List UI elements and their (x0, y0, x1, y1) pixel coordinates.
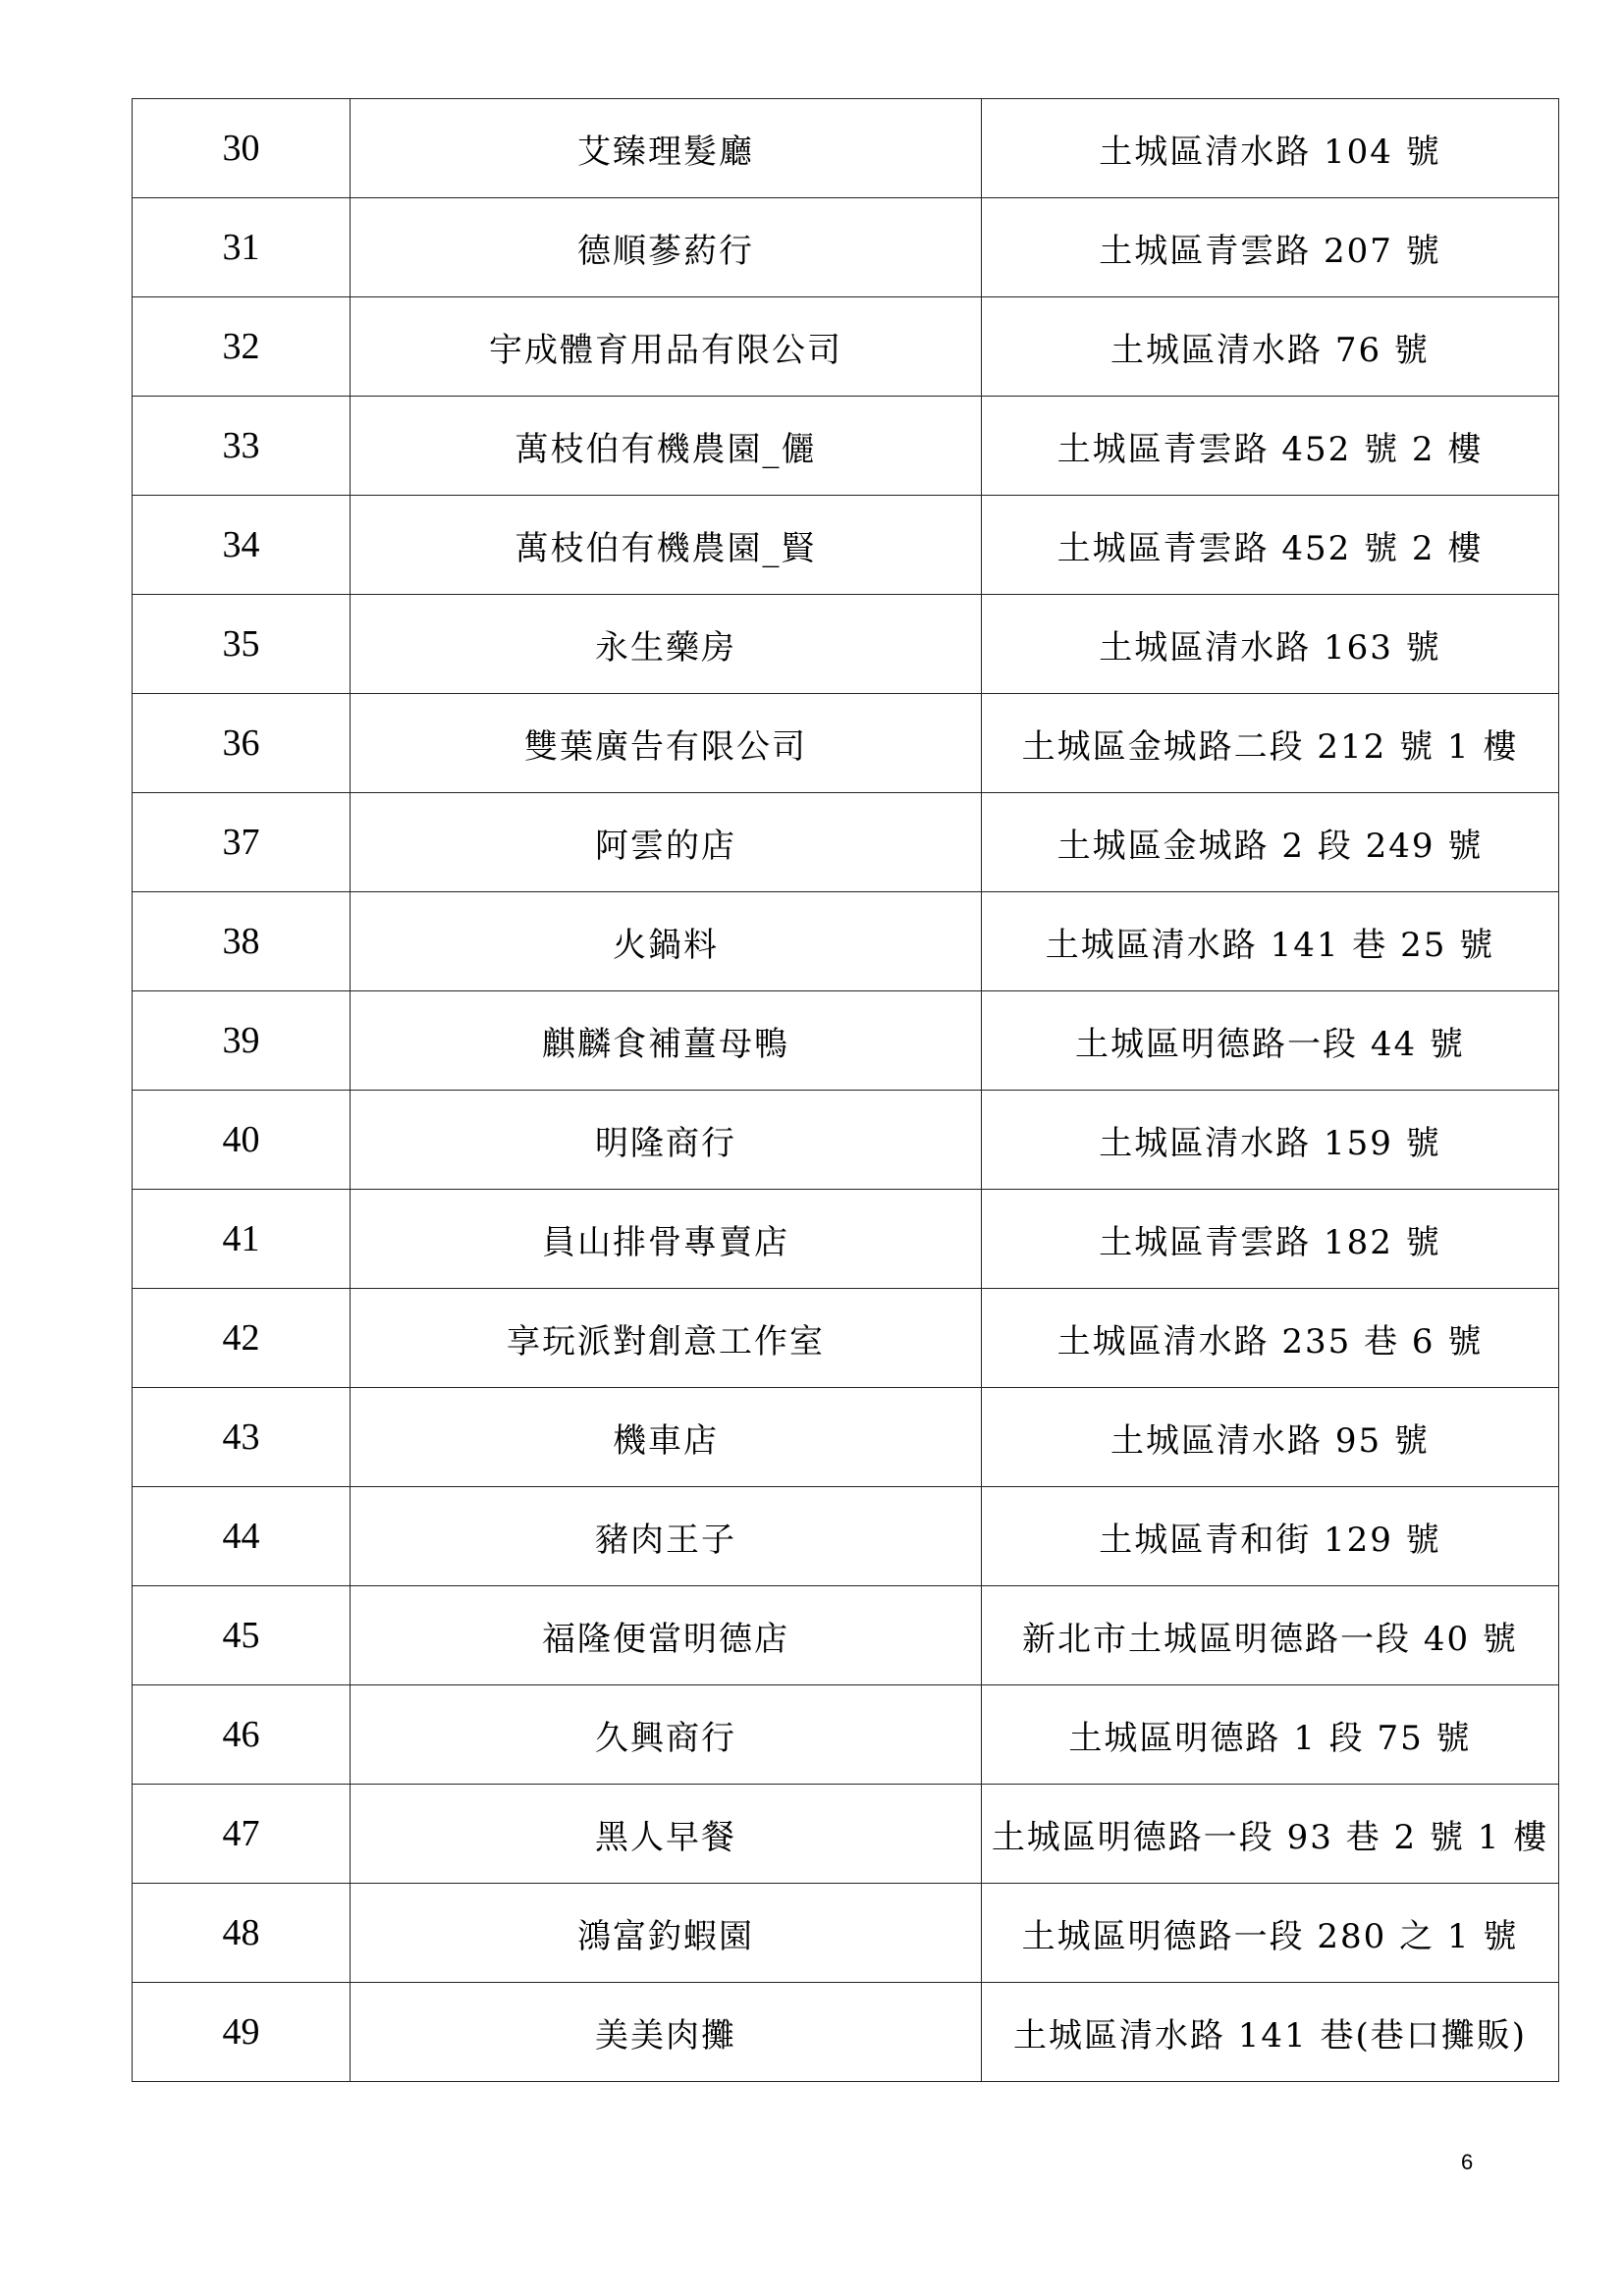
row-number-cell: 36 (133, 694, 351, 793)
store-name-cell: 鴻富釣蝦園 (351, 1884, 982, 1983)
table-row (133, 198, 1559, 297)
table-row (133, 1388, 1559, 1487)
store-name-cell: 永生藥房 (351, 595, 982, 694)
table-row (133, 1190, 1559, 1289)
store-name-cell: 雙葉廣告有限公司 (351, 694, 982, 793)
row-number-cell: 40 (133, 1091, 351, 1190)
address-cell: 土城區清水路 95 號 (982, 1388, 1559, 1487)
table-body (133, 99, 1559, 2082)
address-cell: 土城區金城路 2 段 249 號 (982, 793, 1559, 892)
store-name-cell: 豬肉王子 (351, 1487, 982, 1586)
address-cell: 土城區青雲路 452 號 2 樓 (982, 496, 1559, 595)
table-row (133, 1685, 1559, 1785)
address-cell: 土城區清水路 235 巷 6 號 (982, 1289, 1559, 1388)
store-name-cell: 黑人早餐 (351, 1785, 982, 1884)
table-row (133, 397, 1559, 496)
address-cell: 新北市土城區明德路一段 40 號 (982, 1586, 1559, 1685)
row-number-cell: 35 (133, 595, 351, 694)
store-name-cell: 福隆便當明德店 (351, 1586, 982, 1685)
table-row (133, 1586, 1559, 1685)
table-row (133, 1091, 1559, 1190)
store-name-cell: 員山排骨專賣店 (351, 1190, 982, 1289)
row-number-cell: 39 (133, 991, 351, 1091)
table-row (133, 1785, 1559, 1884)
row-number-cell: 45 (133, 1586, 351, 1685)
store-name-cell: 美美肉攤 (351, 1983, 982, 2082)
store-name-cell: 德順蔘葯行 (351, 198, 982, 297)
table-row (133, 991, 1559, 1091)
address-cell: 土城區青雲路 452 號 2 樓 (982, 397, 1559, 496)
table-row (133, 793, 1559, 892)
store-name-cell: 艾臻理髮廳 (351, 99, 982, 198)
table-row (133, 1289, 1559, 1388)
address-cell: 土城區清水路 141 巷(巷口攤販) (982, 1983, 1559, 2082)
table-row (133, 99, 1559, 198)
store-name-cell: 萬枝伯有機農園_儷 (351, 397, 982, 496)
row-number-cell: 32 (133, 297, 351, 397)
store-name-cell: 享玩派對創意工作室 (351, 1289, 982, 1388)
table-row (133, 1487, 1559, 1586)
row-number-cell: 31 (133, 198, 351, 297)
table-row (133, 496, 1559, 595)
address-cell: 土城區清水路 76 號 (982, 297, 1559, 397)
table-row (133, 694, 1559, 793)
table-row (133, 297, 1559, 397)
row-number-cell: 44 (133, 1487, 351, 1586)
store-name-cell: 宇成體育用品有限公司 (351, 297, 982, 397)
address-cell: 土城區青雲路 207 號 (982, 198, 1559, 297)
row-number-cell: 46 (133, 1685, 351, 1785)
store-name-cell: 麒麟食補薑母鴨 (351, 991, 982, 1091)
store-name-cell: 火鍋料 (351, 892, 982, 991)
address-cell: 土城區明德路 1 段 75 號 (982, 1685, 1559, 1785)
row-number-cell: 48 (133, 1884, 351, 1983)
address-cell: 土城區清水路 141 巷 25 號 (982, 892, 1559, 991)
address-cell: 土城區清水路 159 號 (982, 1091, 1559, 1190)
row-number-cell: 37 (133, 793, 351, 892)
row-number-cell: 38 (133, 892, 351, 991)
row-number-cell: 49 (133, 1983, 351, 2082)
table-row (133, 892, 1559, 991)
row-number-cell: 42 (133, 1289, 351, 1388)
row-number-cell: 43 (133, 1388, 351, 1487)
table-row (133, 1983, 1559, 2082)
table-row (133, 1884, 1559, 1983)
store-name-cell: 明隆商行 (351, 1091, 982, 1190)
address-cell: 土城區金城路二段 212 號 1 樓 (982, 694, 1559, 793)
store-list-table (132, 98, 1559, 2082)
page-number: 6 (1461, 2150, 1474, 2174)
store-name-cell: 萬枝伯有機農園_賢 (351, 496, 982, 595)
address-cell: 土城區青雲路 182 號 (982, 1190, 1559, 1289)
row-number-cell: 47 (133, 1785, 351, 1884)
row-number-cell: 30 (133, 99, 351, 198)
address-cell: 土城區明德路一段 280 之 1 號 (982, 1884, 1559, 1983)
row-number-cell: 41 (133, 1190, 351, 1289)
address-cell: 土城區明德路一段 44 號 (982, 991, 1559, 1091)
row-number-cell: 34 (133, 496, 351, 595)
address-cell: 土城區青和街 129 號 (982, 1487, 1559, 1586)
store-name-cell: 久興商行 (351, 1685, 982, 1785)
address-cell: 土城區清水路 163 號 (982, 595, 1559, 694)
address-cell: 土城區清水路 104 號 (982, 99, 1559, 198)
table-row (133, 595, 1559, 694)
address-cell: 土城區明德路一段 93 巷 2 號 1 樓 (982, 1785, 1559, 1884)
row-number-cell: 33 (133, 397, 351, 496)
store-name-cell: 阿雲的店 (351, 793, 982, 892)
store-name-cell: 機車店 (351, 1388, 982, 1487)
